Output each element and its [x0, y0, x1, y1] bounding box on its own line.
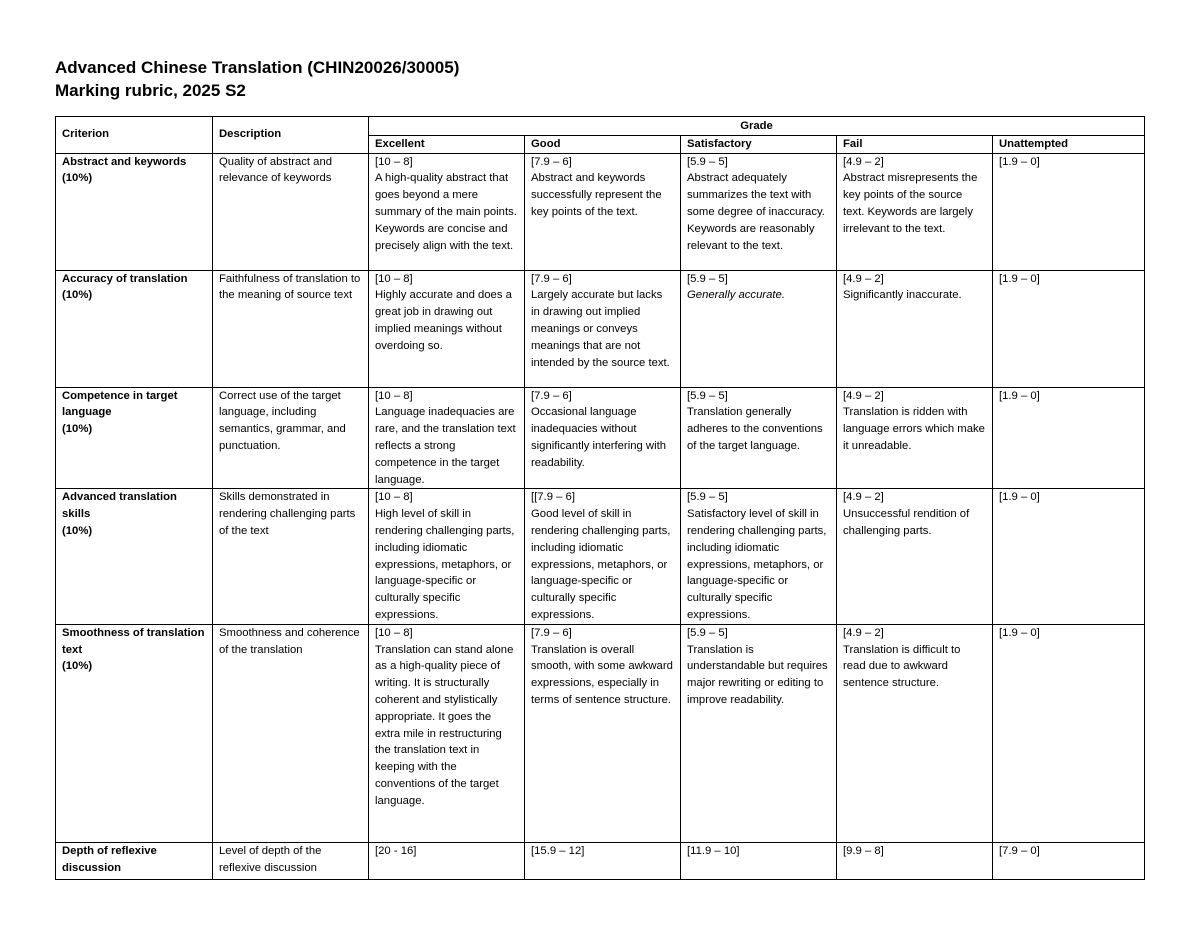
grade-cell-excellent — [369, 387, 525, 489]
score-range: [7.9 – 6] — [531, 272, 572, 285]
score-range: [5.9 – 5] — [687, 272, 728, 285]
criterion-cell — [56, 842, 213, 879]
score-range: [4.9 – 2] — [843, 491, 884, 504]
description-cell: Quality of abstract and relevance of keywords — [213, 153, 369, 270]
grade-descriptor: Translation generally adheres to the conventions of the target language. — [687, 406, 823, 452]
grade-descriptor: Significantly inaccurate. — [843, 289, 962, 302]
grade-cell-good — [525, 624, 681, 842]
grade-cell-fail — [837, 387, 993, 489]
grade-descriptor: High level of skill in rendering challenging parts, including idiomatic expressions, metaphors, or language-specific or culturally specific expressions. — [375, 508, 515, 621]
grade-cell-satisfactory — [681, 387, 837, 489]
header-criterion: Criterion — [56, 117, 213, 154]
header-grade: Grade — [369, 117, 1145, 136]
grade-cell-satisfactory — [681, 153, 837, 270]
score-range: [1.9 – 0] — [999, 491, 1040, 504]
score-range: [5.9 – 5] — [687, 155, 728, 168]
header-level-good: Good — [525, 135, 681, 153]
grade-cell-excellent — [369, 153, 525, 270]
grade-descriptor: Largely accurate but lacks in drawing out implied meanings or conveys meanings that are not intended by the source text. — [531, 289, 670, 369]
grade-descriptor: Abstract misrepresents the key points of the source text. Keywords are largely irrelevant to the text. — [843, 172, 978, 235]
criterion-cell — [56, 624, 213, 842]
document-subtitle: Marking rubric, 2025 S2 — [55, 81, 246, 100]
description-cell: Faithfulness of translation to the meaning of source text — [213, 270, 369, 387]
grade-descriptor: Translation is ridden with language errors which make it unreadable. — [843, 406, 985, 452]
criterion-cell — [56, 270, 213, 387]
score-range: [1.9 – 0] — [999, 626, 1040, 639]
document-heading — [55, 56, 459, 102]
score-range: [10 – 8] — [375, 389, 413, 402]
header-level-excellent: Excellent — [369, 135, 525, 153]
score-range: [10 – 8] — [375, 272, 413, 285]
grade-cell-good — [525, 489, 681, 624]
grade-cell-satisfactory — [681, 842, 837, 879]
rubric-row-smoothness — [56, 624, 1145, 842]
score-range: [4.9 – 2] — [843, 626, 884, 639]
grade-cell-satisfactory — [681, 270, 837, 387]
criterion-name: Abstract and keywords — [62, 155, 187, 168]
grade-cell-satisfactory — [681, 489, 837, 624]
grade-descriptor: Translation is understandable but requires major rewriting or editing to improve readability. — [687, 643, 828, 706]
criterion-name: Smoothness of translation text — [62, 626, 205, 656]
rubric-row-advanced-skills — [56, 489, 1145, 624]
score-range: [1.9 – 0] — [999, 272, 1040, 285]
score-range: [7.9 – 6] — [531, 155, 572, 168]
grade-cell-unattempted — [993, 270, 1145, 387]
grade-cell-excellent — [369, 624, 525, 842]
grade-cell-fail — [837, 270, 993, 387]
grade-cell-unattempted — [993, 624, 1145, 842]
score-range: [10 – 8] — [375, 491, 413, 504]
grade-descriptor: Highly accurate and does a great job in drawing out implied meanings without overdoing so. — [375, 289, 512, 352]
grade-cell-unattempted — [993, 489, 1145, 624]
criterion-weight: (10%) — [62, 660, 93, 673]
grade-cell-excellent — [369, 842, 525, 879]
score-range: [10 – 8] — [375, 155, 413, 168]
grade-cell-fail — [837, 624, 993, 842]
criterion-cell — [56, 387, 213, 489]
grade-descriptor: A high-quality abstract that goes beyond a mere summary of the main points. Keywords are concise and precisely align with the text. — [375, 172, 517, 252]
grade-descriptor: Abstract and keywords successfully represent the key points of the text. — [531, 172, 662, 218]
criterion-weight: (10%) — [62, 172, 93, 185]
score-range: [7.9 – 0] — [999, 844, 1040, 857]
grade-cell-fail — [837, 842, 993, 879]
grade-cell-good — [525, 153, 681, 270]
score-range: [7.9 – 6] — [531, 389, 572, 402]
criterion-weight: (10%) — [62, 524, 93, 537]
grade-descriptor: Unsuccessful rendition of challenging parts. — [843, 508, 970, 537]
score-range: [4.9 – 2] — [843, 272, 884, 285]
header-level-unattempted: Unattempted — [993, 135, 1145, 153]
grade-descriptor: Language inadequacies are rare, and the translation text reflects a strong competence in the target language. — [375, 406, 516, 486]
grade-cell-excellent — [369, 489, 525, 624]
header-description: Description — [213, 117, 369, 154]
criterion-name: Advanced translation skills — [62, 491, 177, 521]
score-range: [9.9 – 8] — [843, 844, 884, 857]
grade-cell-unattempted — [993, 842, 1145, 879]
description-cell: Correct use of the target language, including semantics, grammar, and punctuation. — [213, 387, 369, 489]
grade-cell-unattempted — [993, 153, 1145, 270]
grade-descriptor: Good level of skill in rendering challenging parts, including idiomatic expressions, metaphors, or language-specific or culturally specific expressions. — [531, 508, 671, 621]
score-range: [1.9 – 0] — [999, 155, 1040, 168]
score-range: [1.9 – 0] — [999, 389, 1040, 402]
score-range: [7.9 – 6] — [531, 626, 572, 639]
score-range: [5.9 – 5] — [687, 491, 728, 504]
grade-descriptor: Translation can stand alone as a high-quality piece of writing. It is structurally coherent and stylistically appropriate. It goes the extra mile in restructuring the translation text in keeping with the conventions of the target language. — [375, 643, 514, 807]
header-level-fail: Fail — [837, 135, 993, 153]
score-range: [20 - 16] — [375, 844, 417, 857]
criterion-weight: (10%) — [62, 289, 93, 302]
grade-descriptor: Translation is overall smooth, with some awkward expressions, especially in terms of sentence structure. — [531, 643, 673, 706]
grade-descriptor: Abstract adequately summarizes the text with some degree of inaccuracy. Keywords are reasonably relevant to the text. — [687, 172, 825, 252]
grade-cell-satisfactory — [681, 624, 837, 842]
criterion-cell — [56, 153, 213, 270]
score-range: [[7.9 – 6] — [531, 491, 575, 504]
description-cell: Skills demonstrated in rendering challenging parts of the text — [213, 489, 369, 624]
criterion-cell — [56, 489, 213, 624]
rubric-row-abstract-keywords — [56, 153, 1145, 270]
score-range: [5.9 – 5] — [687, 626, 728, 639]
grade-cell-fail — [837, 489, 993, 624]
grade-cell-good — [525, 270, 681, 387]
score-range: [10 – 8] — [375, 626, 413, 639]
description-cell: Level of depth of the reflexive discussion — [213, 842, 369, 879]
criterion-name: Competence in target language — [62, 389, 178, 419]
score-range: [15.9 – 12] — [531, 844, 585, 857]
rubric-row-reflexive-discussion — [56, 842, 1145, 879]
criterion-name: Depth of reflexive discussion — [62, 844, 157, 874]
grade-cell-fail — [837, 153, 993, 270]
grade-cell-good — [525, 387, 681, 489]
rubric-row-accuracy — [56, 270, 1145, 387]
document-title: Advanced Chinese Translation (CHIN20026/30005) — [55, 58, 460, 77]
marking-rubric-table — [55, 116, 1145, 880]
header-level-satisfactory: Satisfactory — [681, 135, 837, 153]
description-cell: Smoothness and coherence of the translation — [213, 624, 369, 842]
score-range: [4.9 – 2] — [843, 155, 884, 168]
header-row-top — [56, 117, 1145, 136]
grade-descriptor: Translation is difficult to read due to awkward sentence structure. — [843, 643, 961, 690]
grade-cell-good — [525, 842, 681, 879]
grade-descriptor: Satisfactory level of skill in rendering challenging parts, including idiomatic expressions, metaphors, or language-specific or culturally specific expressions. — [687, 508, 827, 621]
score-range: [5.9 – 5] — [687, 389, 728, 402]
grade-descriptor: Generally accurate. — [687, 289, 785, 302]
score-range: [11.9 – 10] — [687, 844, 740, 857]
grade-cell-excellent — [369, 270, 525, 387]
grade-cell-unattempted — [993, 387, 1145, 489]
criterion-name: Accuracy of translation — [62, 272, 188, 285]
rubric-row-competence — [56, 387, 1145, 489]
score-range: [4.9 – 2] — [843, 389, 884, 402]
grade-descriptor: Occasional language inadequacies without significantly interfering with readability. — [531, 406, 666, 469]
criterion-weight: (10%) — [62, 423, 93, 436]
